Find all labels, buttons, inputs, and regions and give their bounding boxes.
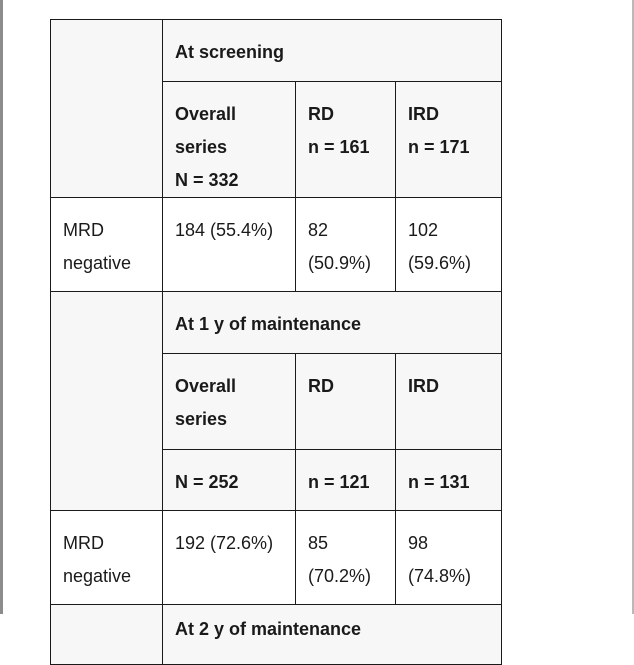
cell-value: (70.2%) (308, 566, 372, 586)
mrd-results-table (50, 19, 502, 665)
col-header-rd (296, 82, 396, 198)
col-header-n: n = 171 (408, 137, 470, 157)
col-header-n: N = 252 (175, 472, 239, 492)
cell-value: 82 (308, 220, 329, 240)
table-row (51, 198, 502, 292)
page-left-border (0, 0, 3, 614)
col-header-n: N = 332 (175, 170, 239, 190)
cell-rd (296, 511, 396, 605)
cell-value: 192 (72.6%) (175, 533, 274, 553)
empty-corner-cell (51, 292, 163, 511)
col-header-n: n = 121 (308, 472, 370, 492)
row-label-mrd-negative (51, 198, 163, 292)
row-label-line: MRD (63, 220, 104, 240)
section-header-row (51, 605, 502, 665)
col-header-label: IRD (408, 104, 439, 124)
section-header-row (51, 20, 502, 82)
col-header-n: n = 161 (308, 137, 370, 157)
section-title-1y-maintenance (163, 292, 502, 354)
cell-rd (296, 198, 396, 292)
empty-corner-cell (51, 605, 163, 665)
col-header-label: IRD (408, 376, 439, 396)
row-label-mrd-negative (51, 511, 163, 605)
row-label-line: negative (63, 253, 132, 273)
section-title-screening (163, 20, 502, 82)
col-header-label: Overall (175, 376, 237, 396)
cell-overall (163, 511, 296, 605)
col-header-label: RD (308, 104, 334, 124)
col-n-overall (163, 450, 296, 511)
row-label-line: negative (63, 566, 132, 586)
cell-overall (163, 198, 296, 292)
section-title-text: At 2 y of maintenance (175, 619, 362, 639)
cell-value: (50.9%) (308, 253, 372, 273)
col-header-label: RD (308, 376, 334, 396)
cell-value: 102 (408, 220, 439, 240)
col-n-rd (296, 450, 396, 511)
cell-value: (59.6%) (408, 253, 472, 273)
section-title-2y-maintenance (163, 605, 502, 665)
section-title-text: At screening (175, 42, 285, 62)
cell-value: 98 (74.8%) (408, 533, 472, 586)
row-label-line: MRD (63, 533, 104, 553)
cell-ird (396, 511, 502, 605)
col-header-label: Overall series (175, 104, 237, 157)
cell-value: 85 (308, 533, 329, 553)
col-header-ird (396, 354, 502, 450)
col-header-n: n = 131 (408, 472, 470, 492)
col-header-ird (396, 82, 502, 198)
cell-value: 184 (55.4%) (175, 220, 274, 240)
col-header-overall (163, 354, 296, 450)
col-n-ird (396, 450, 502, 511)
cell-ird (396, 198, 502, 292)
col-header-rd (296, 354, 396, 450)
col-header-label: series (175, 409, 228, 429)
table-row (51, 511, 502, 605)
section-header-row (51, 292, 502, 354)
col-header-overall (163, 82, 296, 198)
section-title-text: At 1 y of maintenance (175, 314, 362, 334)
empty-corner-cell (51, 20, 163, 198)
